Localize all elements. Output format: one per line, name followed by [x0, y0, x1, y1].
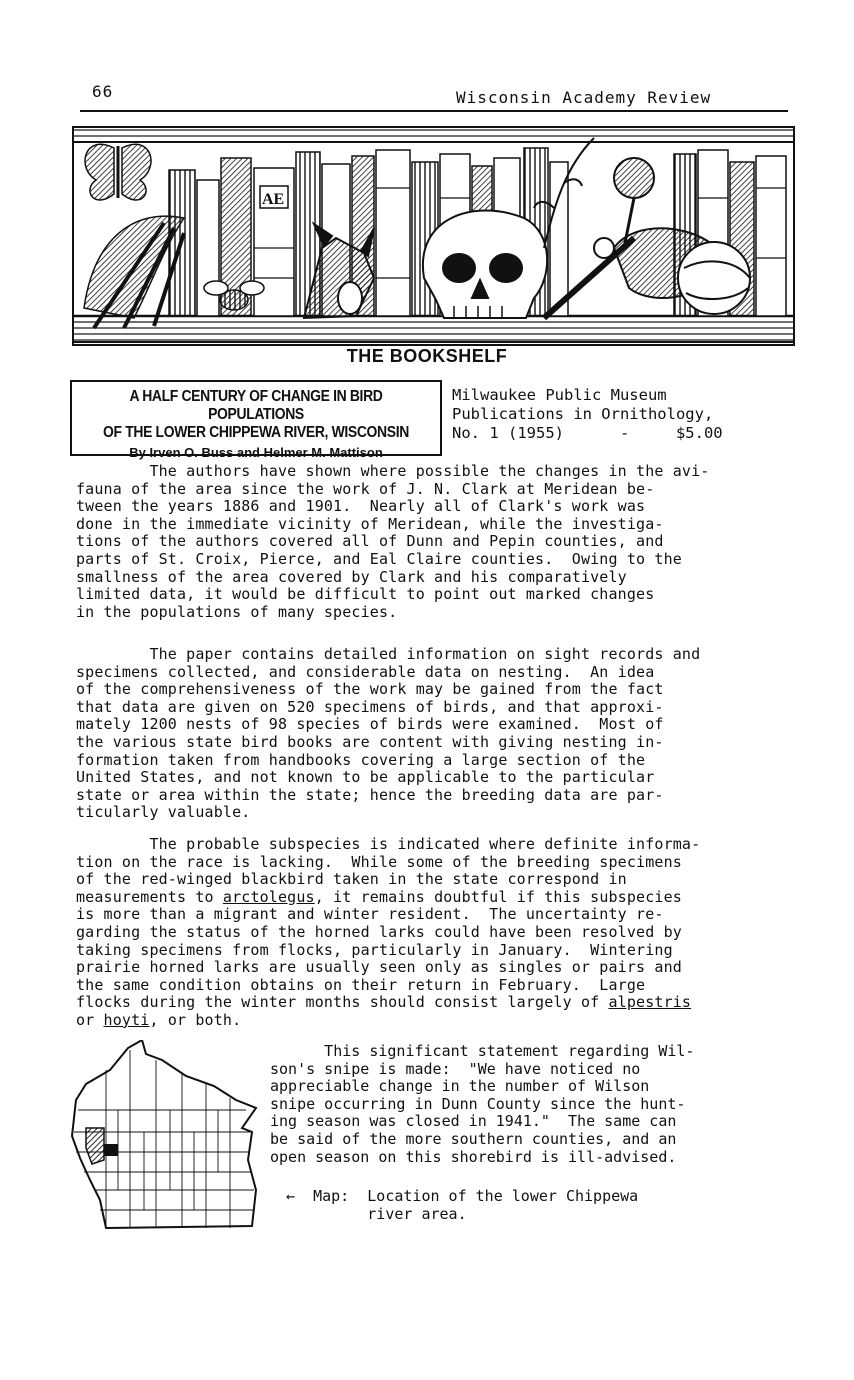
text-line: is more than a migrant and winter resident. The uncertainty re-: [76, 905, 664, 924]
text-line: ing season was closed in 1941." The same can: [270, 1112, 677, 1131]
text-line: This significant statement regarding Wil-: [270, 1042, 695, 1060]
page-number: 66: [92, 82, 114, 101]
book-title-line-1: A HALF CENTURY OF CHANGE IN BIRD POPULATIONS: [129, 388, 383, 423]
text-line: parts of St. Croix, Pierce, and Eal Claire counties. Owing to the: [76, 549, 682, 568]
book-spine-label: AE: [262, 191, 285, 208]
journal-title: Wisconsin Academy Review: [456, 88, 712, 107]
dunn-county-marker: [104, 1144, 118, 1156]
species-name: alpestris: [608, 993, 692, 1012]
text-line: formation taken from handbooks covering a large section of the: [76, 750, 646, 769]
text-segment: , or both.: [149, 1010, 242, 1029]
paragraph-3: [76, 836, 788, 1030]
text-segment: or: [76, 1010, 104, 1029]
text-segment: flocks during the winter months should consist largely of: [76, 993, 609, 1012]
paragraph-2: [76, 646, 788, 822]
species-name: arctolegus: [222, 887, 315, 906]
text-line: tion on the race is lacking. While some of the breeding specimens: [76, 852, 682, 871]
text-line: The probable subspecies is indicated where definite informa-: [76, 835, 701, 853]
butterfly-icon: [85, 144, 151, 200]
text-line: that data are given on 520 specimens of birds, and that approxi-: [76, 697, 664, 716]
text-line: of the comprehensiveness of the work may be gained from the fact: [76, 680, 664, 699]
caption-line-2: river area.: [313, 1204, 467, 1223]
text-line: [76, 1012, 788, 1030]
caption-line-1: Map: Location of the lower Chippewa: [313, 1187, 639, 1205]
text-line: [76, 889, 788, 907]
publisher-line-3: No. 1 (1955) - $5.00: [452, 424, 723, 442]
text-line: tions of the authors covered all of Dunn and Pepin counties, and: [76, 532, 664, 551]
text-line: the various state bird books are content with giving nesting in-: [76, 732, 664, 751]
section-title: THE BOOKSHELF: [346, 346, 508, 366]
text-line: [286, 1206, 806, 1224]
text-line: fauna of the area since the work of J. N. Clark at Meridean be-: [76, 479, 655, 498]
text-line: [286, 1188, 806, 1206]
text-segment: [286, 1205, 313, 1223]
text-line: The paper contains detailed information on sight records and: [76, 645, 701, 663]
text-line: garding the status of the horned larks could have been resolved by: [76, 922, 682, 941]
text-line: state or area within the state; hence the breeding data are par-: [76, 785, 664, 804]
text-line: tween the years 1886 and 1901. Nearly all of Clark's work was: [76, 497, 646, 516]
skull-figure: [423, 211, 547, 319]
paragraph-1: [76, 463, 788, 621]
publisher-line-2: Publications in Ornithology,: [452, 405, 714, 423]
paragraph-4: [270, 1043, 790, 1166]
text-segment: , it remains doubtful if this subspecies: [314, 887, 682, 906]
text-line: son's snipe is made: "We have noticed no: [270, 1059, 641, 1078]
species-name: hoyti: [103, 1010, 150, 1029]
wisconsin-map: [66, 1040, 276, 1235]
map-caption: [286, 1188, 806, 1223]
globe-figure: [678, 242, 750, 314]
bookshelf-illustration: [72, 126, 795, 346]
text-line: open season on this shorebird is ill-advised.: [270, 1147, 677, 1166]
text-line: mately 1200 nests of 98 species of birds were examined. Most of: [76, 715, 664, 734]
text-line: ticularly valuable.: [76, 803, 251, 822]
publisher-line-1: Milwaukee Public Museum: [452, 386, 667, 404]
text-line: prairie horned larks are usually seen only as singles or pairs and: [76, 958, 682, 977]
left-arrow-icon: ←: [286, 1187, 296, 1205]
bookshelf-woodcut: [74, 128, 793, 344]
text-line: The authors have shown where possible the changes in the avi-: [76, 462, 710, 480]
text-line: of the red-winged blackbird taken in the state correspond in: [76, 870, 627, 889]
book-title-line-2: OF THE LOWER CHIPPEWA RIVER, WISCONSIN: [103, 424, 409, 441]
text-segment: [295, 1187, 313, 1205]
text-line: smallness of the area covered by Clark and his comparatively: [76, 567, 627, 586]
text-line: snipe occurring in Dunn County since the hunt-: [270, 1094, 686, 1113]
text-line: done in the immediate vicinity of Meridean, while the investiga-: [76, 514, 664, 533]
text-line: [76, 994, 788, 1012]
text-line: specimens collected, and considerable data on nesting. An idea: [76, 662, 655, 681]
text-line: United States, and not known to be applicable to the particular: [76, 768, 655, 787]
wisconsin-county-map: [66, 1040, 276, 1235]
text-line: limited data, it would be difficult to point out marked changes: [76, 585, 655, 604]
text-line: be said of the more southern counties, and an: [270, 1129, 677, 1148]
text-line: in the populations of many species.: [76, 602, 398, 621]
publication-info: [452, 386, 772, 443]
book-authors: By Irven O. Buss and Helmer M. Mattison: [129, 445, 383, 460]
text-line: appreciable change in the number of Wilson: [270, 1077, 650, 1096]
text-line: taking specimens from flocks, particularly in January. Wintering: [76, 940, 673, 959]
text-segment: measurements to: [76, 887, 223, 906]
header-rule: [80, 110, 788, 112]
book-title-box: [70, 380, 442, 460]
text-line: the same condition obtains on their return in February. Large: [76, 975, 646, 994]
